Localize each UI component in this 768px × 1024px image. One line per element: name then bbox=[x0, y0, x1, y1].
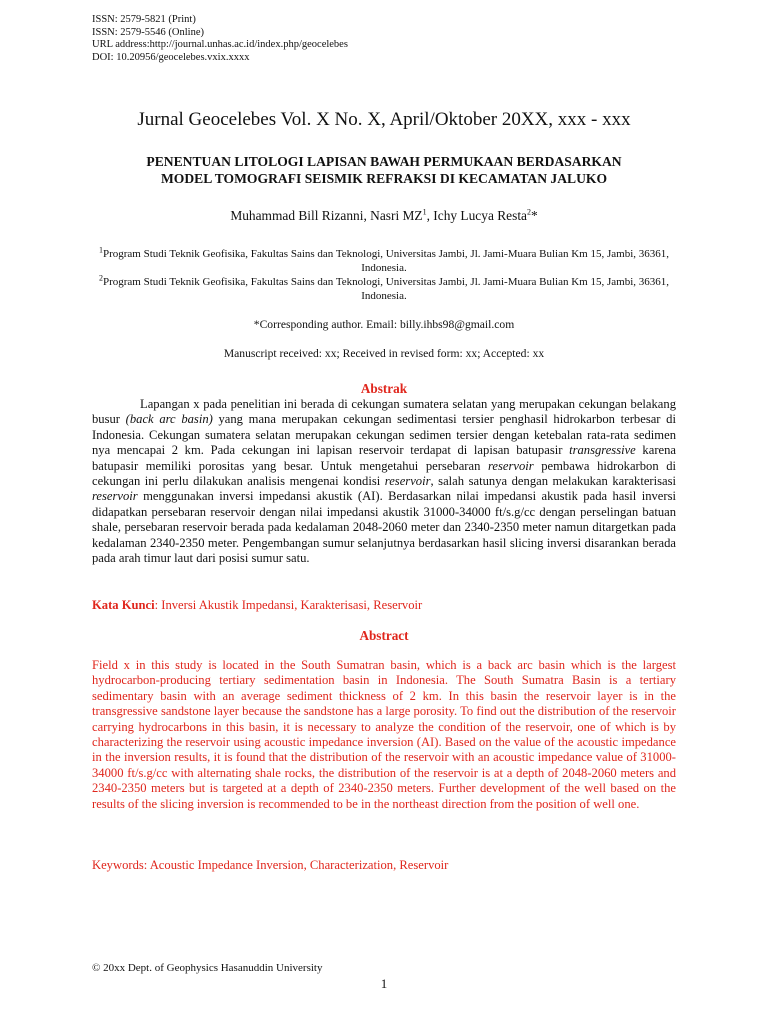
paper-title bbox=[60, 153, 708, 187]
author-affil-sup-2: 2 bbox=[526, 207, 531, 217]
abstrak-body bbox=[92, 397, 676, 566]
corresponding-star: * bbox=[530, 208, 538, 223]
journal-line: Jurnal Geocelebes Vol. X No. X, April/Oktober 20XX, xxx - xxx bbox=[137, 109, 631, 130]
author-affil-sup-1: 1 bbox=[422, 207, 427, 217]
issn-online: ISSN: 2579-5546 (Online) bbox=[92, 26, 204, 38]
journal-url[interactable]: URL address:http://journal.unhas.ac.id/index.php/geocelebes bbox=[92, 39, 348, 50]
abstrak-italic-5: reservoir bbox=[92, 489, 138, 504]
affiliation-2-text: Program Studi Teknik Geofisika, Fakultas Sains dan Teknologi, Universitas Jambi, Jl. Jami-Muara Bulian Km 15, Jambi, 36361, Indonesia. bbox=[102, 276, 670, 302]
keywords: Keywords: Acoustic Impedance Inversion, Characterization, Reservoir bbox=[92, 858, 449, 872]
kata-kunci-text: : Inversi Akustik Impedansi, Karakterisasi, Reservoir bbox=[154, 598, 423, 612]
abstrak-italic-4: reservoir bbox=[384, 474, 431, 489]
title-line-1: PENENTUAN LITOLOGI LAPISAN BAWAH PERMUKAAN BERDASARKAN bbox=[146, 154, 622, 169]
abstrak-text-3: karena batupasir memiliki porositas yang besar. Untuk mengetahui persebaran bbox=[92, 443, 676, 473]
copyright-footer: © 20xx Dept. of Geophysics Hasanuddin University bbox=[92, 962, 323, 974]
title-line-2: MODEL TOMOGRAFI SEISMIK REFRAKSI DI KECAMATAN JALUKO bbox=[160, 171, 608, 186]
affiliation-2-sup: 2 bbox=[98, 273, 103, 283]
affiliation-1-text: Program Studi Teknik Geofisika, Fakultas Sains dan Teknologi, Universitas Jambi, Jl. Jami-Muara Bulian Km 15, Jambi, 36361, Indonesia. bbox=[102, 248, 670, 274]
author-names-2: , Ichy Lucya Resta bbox=[426, 208, 527, 223]
kata-kunci-label: Kata Kunci bbox=[92, 598, 155, 612]
author-list bbox=[0, 208, 768, 224]
affiliation-1 bbox=[92, 245, 676, 275]
manuscript-dates: Manuscript received: xx; Received in revised form: xx; Accepted: xx bbox=[223, 347, 545, 360]
abstrak-text-6: menggunakan inversi impedansi akustik (AI). Berdasarkan nilai impedansi akustik pada hasil inversi didapatkan persebaran reservoir dengan nilai impedansi akustik 31000-34000 ft/s.g/cc dengan perselingan batuan shale, persebaran reservoir berada pada kedalaman 2048-2060 meter dan 2340-2350 meter namun ditargetkan pada kedalaman 2340-2350 meter. Pengembangan sumur selanjutnya berdasarkan hasil slicing inversi disarankan berada pada arah timur laut dari posisi sumur satu. bbox=[92, 489, 676, 566]
page-number: 1 bbox=[380, 976, 388, 991]
abstrak-text-1: Lapangan x pada penelitian ini berada di cekungan sumatera selatan yang merupakan cekungan belakang busur bbox=[92, 397, 676, 427]
affiliation-1-sup: 1 bbox=[98, 245, 103, 255]
abstrak-italic-1: (back arc basin) bbox=[125, 412, 213, 427]
abstrak-text-5: , salah satunya dengan melakukan karakterisasi bbox=[430, 474, 676, 489]
abstrak-italic-2: transgressive bbox=[569, 443, 636, 458]
issn-print: ISSN: 2579-5821 (Print) bbox=[92, 14, 196, 25]
corresponding-author: *Corresponding author. Email: billy.ihbs98@gmail.com bbox=[253, 318, 515, 331]
abstrak-italic-3: reservoir bbox=[487, 458, 534, 473]
affiliation-2 bbox=[92, 273, 676, 303]
abstract-heading: Abstract bbox=[359, 628, 409, 643]
abstrak-text-2: yang mana merupakan cekungan sedimentasi tersier penghasil hidrokarbon terbesar di Indonesia. Cekungan sumatera selatan merupakan cekungan sedimen tersier dengan ketebalan rata-rata sedimen nya mencapai 2 km. Pada cekungan ini lapisan reservoir terdapat di lapisan batupasir bbox=[92, 412, 676, 458]
author-names-1: Muhammad Bill Rizanni, Nasri MZ bbox=[230, 208, 423, 223]
journal-meta bbox=[92, 14, 348, 64]
abstrak-heading: Abstrak bbox=[360, 381, 408, 396]
abstrak-text-4: pembawa hidrokarbon di cekungan ini perlu dilakukan analisis mengenai kondisi bbox=[92, 458, 676, 489]
kata-kunci bbox=[92, 598, 676, 613]
abstract-body: Field x in this study is located in the South Sumatran basin, which is a back arc basin which is the largest hydrocarbon-producing tertiary sedimentation basin in Indonesia. The South Sumatra Basin is a tertiary sedimentary basin with an average sediment thickness of 2 km. In this basin the reservoir layer is in the transgressive sandstone layer because the sandstone has a large porosity. To find out the distribution of the reservoir carrying hydrocarbons in this basin, it is necessary to analyze the condition of the reservoir, one of which is by characterizing the reservoir using acoustic impedance inversion (AI). Based on the value of the acoustic impedance in the inversion results, it is found that the distribution of the reservoir with an acoustic impedance value of 31000-34000 ft/s.g/cc with alternating shale rocks, the distribution of the reservoir is at a depth of 2048-2060 meters and 2340-2350 meters but is targeted at a depth of 2340-2350 meters. Further development of the well based on the results of the slicing inversion is recommended to be in the northeast direction from the position of well one. bbox=[92, 658, 676, 811]
doi[interactable]: DOI: 10.20956/geocelebes.vxix.xxxx bbox=[92, 51, 250, 63]
